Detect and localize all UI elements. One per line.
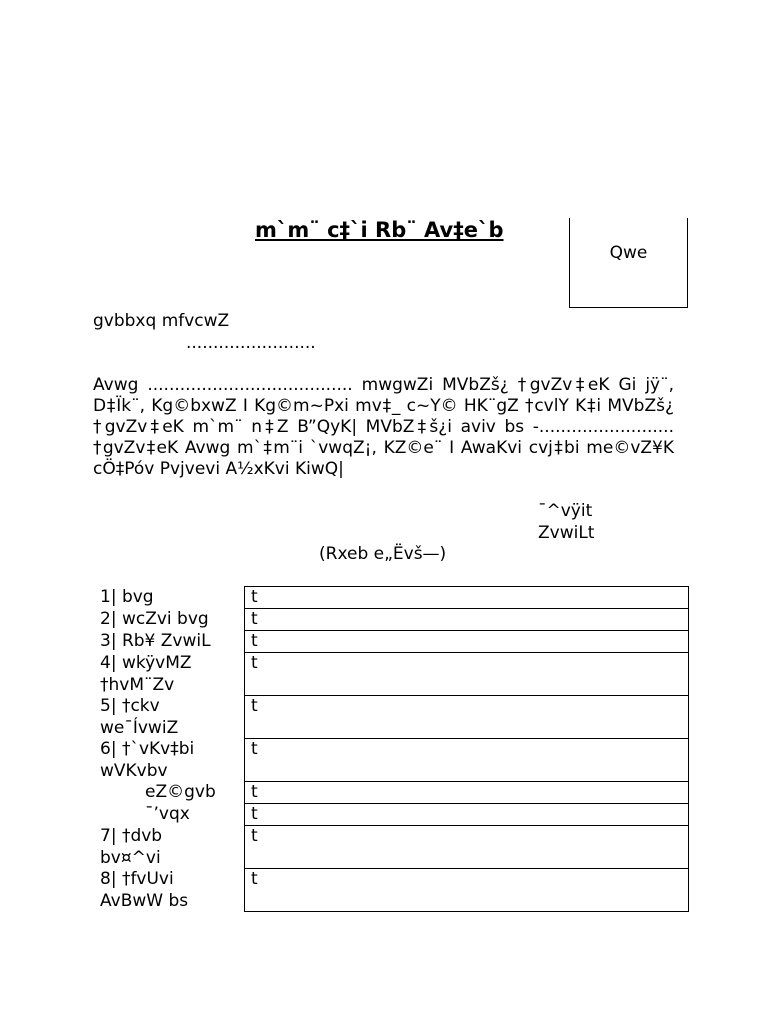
- form-cell-present-address[interactable]: t: [245, 782, 688, 804]
- form-cell-permanent-address[interactable]: t: [245, 804, 688, 826]
- form-cell-shop-address[interactable]: t: [245, 739, 688, 782]
- form-label-profession: 5| †ckv: [100, 696, 160, 716]
- form-table: [244, 586, 689, 912]
- addressee-dots: ........................: [186, 333, 316, 353]
- form-label-education-2: †hvM¨Zv: [100, 675, 175, 695]
- signature-label: ¯^vÿit: [538, 501, 593, 521]
- form-cell-phone[interactable]: t: [245, 826, 688, 869]
- form-label-permanent: ¯’vqx: [145, 804, 190, 824]
- form-label-phone: 7| †dvb: [100, 826, 163, 846]
- form-label-present: eZ©gvb: [145, 782, 216, 802]
- date-label: ZvwiLt: [538, 523, 595, 543]
- form-label-phone-2: bv¤^vi: [100, 848, 161, 868]
- form-cell-education[interactable]: t: [245, 653, 688, 696]
- form-label-shop-address-2: wVKvbv: [100, 761, 168, 781]
- form-cell-name[interactable]: t: [245, 587, 688, 609]
- form-label-profession-2: we¯ÍvwiZ: [100, 718, 179, 738]
- form-label-voter-id: 8| †fvUvi: [100, 869, 174, 889]
- photo-label: Qwe: [609, 243, 648, 263]
- form-label-voter-id-2: AvBwW bs: [100, 891, 189, 911]
- form-label-father-name: 2| wcZvi bvg: [100, 609, 209, 629]
- addressee: gvbbxq mfvcwZ: [93, 311, 230, 331]
- body-paragraph: Avwg ...................................... mwgwZi MVbZš¿ †gvZv‡eK Gi jÿ¨, D‡Ïk¨, Kg©bxwZ I Kg©m~Pxi mv‡_ c~Y© HK¨gZ †cvlY K‡i MVbZš¿ †gvZv‡eK m`m¨ n‡Z B”QyK| MVbZ‡š¿i aviv bs -......................... †gvZv‡eK Avwg m`‡m¨i `vwqZ¡, KZ©e¨ I AwaKvi cvj‡bi me©vZ¥K cÖ‡Póv Pvjvevi A½xKvi KiwQ|: [93, 375, 674, 479]
- photo-box: [569, 218, 688, 308]
- form-label-education: 4| wkÿvMZ: [100, 653, 192, 673]
- form-label-shop-address: 6| †`vKv‡bi: [100, 739, 195, 759]
- form-cell-father-name[interactable]: t: [245, 609, 688, 631]
- biodata-heading: (Rxeb e„Ëvš—): [319, 544, 447, 564]
- form-label-name: 1| bvg: [100, 587, 154, 607]
- form-cell-profession[interactable]: t: [245, 696, 688, 739]
- form-cell-voter-id[interactable]: t: [251, 869, 258, 889]
- form-label-birth-date: 3| Rb¥ ZvwiL: [100, 631, 211, 651]
- form-cell-birth-date[interactable]: t: [245, 631, 688, 653]
- document-title: m`m¨ c‡`i Rb¨ Av‡e`b: [255, 218, 504, 242]
